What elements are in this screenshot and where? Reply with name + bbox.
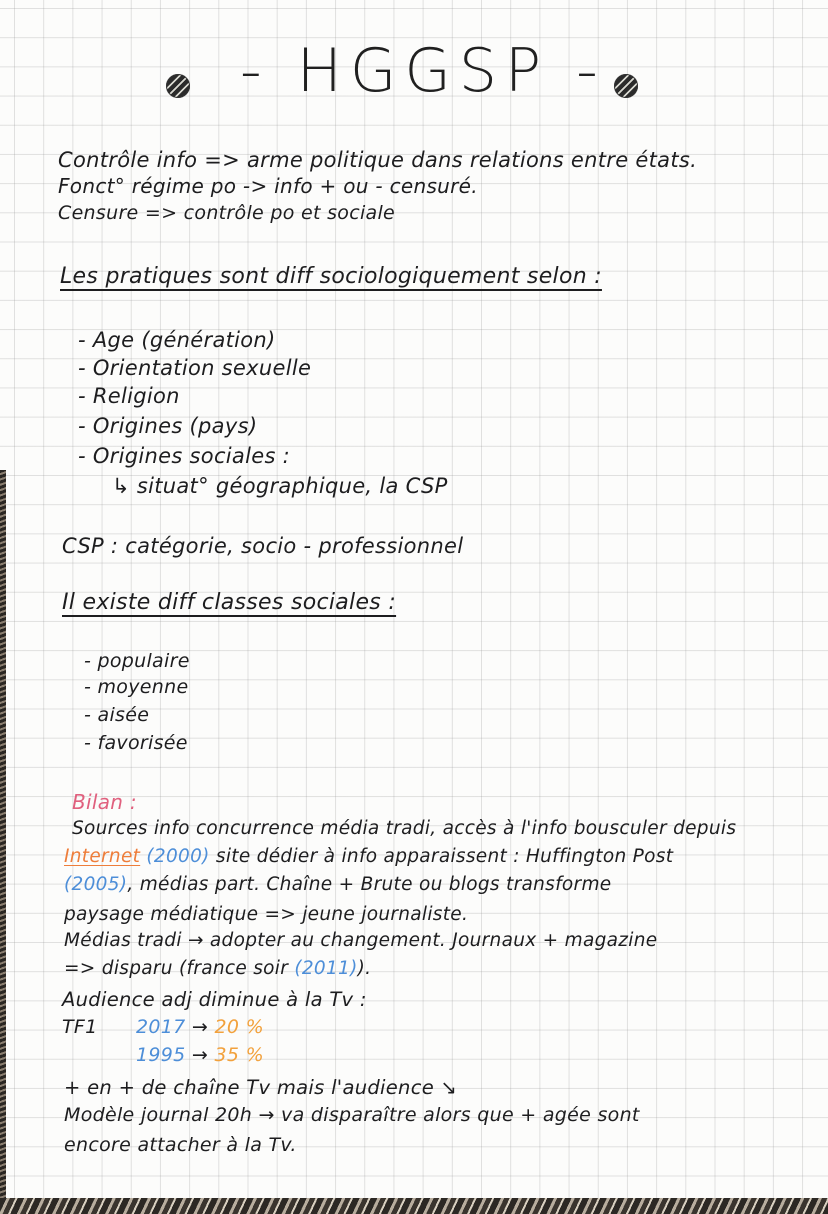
- bilan-line-8: + en + de chaîne Tv mais l'audience ↘: [64, 1076, 458, 1099]
- arrow-right-icon: →: [191, 1044, 209, 1066]
- notebook-edge-pattern: [0, 470, 6, 1214]
- intro-line-1: Contrôle info => arme politique dans relations entre états.: [58, 148, 698, 172]
- list-item: - favorisée: [84, 732, 188, 754]
- tf1-year: 1995: [136, 1044, 186, 1066]
- section-heading-pratiques: Les pratiques sont diff sociologiquement selon :: [60, 264, 602, 289]
- list-item: - Origines (pays): [78, 414, 258, 438]
- year-2005: (2005): [64, 874, 128, 895]
- bilan-line-2-text: site dédier à info apparaissent : Huffington Post: [215, 846, 674, 867]
- intro-line-2: Fonct° régime po -> info + ou - censuré.: [58, 174, 478, 198]
- striped-dot-icon: [614, 74, 638, 98]
- list-item: - Orientation sexuelle: [78, 356, 312, 380]
- bilan-line-5: Médias tradi → adopter au changement. Journaux + magazine: [64, 930, 658, 951]
- tf1-value: 20 %: [214, 1016, 264, 1038]
- list-item: - Age (génération): [78, 328, 276, 352]
- bilan-line-9: Modèle journal 20h → va disparaître alors que + agée sont: [64, 1104, 640, 1126]
- bilan-line-10: encore attacher à la Tv.: [64, 1134, 297, 1156]
- bilan-line-2: [64, 846, 673, 867]
- bilan-label: Bilan :: [72, 790, 137, 814]
- background-fabric-strip: [0, 1198, 828, 1214]
- bilan-line-1: Sources info concurrence média tradi, accès à l'info bousculer depuis: [72, 818, 737, 839]
- list-item: - Religion: [78, 384, 180, 408]
- tf1-value: 35 %: [214, 1044, 264, 1066]
- tf1-label: TF1: [62, 1016, 98, 1038]
- bilan-line-6: [64, 958, 371, 979]
- tf1-year: 2017: [136, 1016, 186, 1038]
- list-item: - Origines sociales :: [78, 444, 291, 468]
- page-title: - HGGSP -: [240, 36, 606, 106]
- list-item: - populaire: [84, 650, 190, 672]
- striped-dot-icon: [166, 74, 190, 98]
- bilan-line-6-text: => disparu (france soir: [64, 958, 289, 979]
- tf1-row: [136, 1044, 264, 1066]
- arrow-right-icon: →: [191, 1016, 209, 1038]
- intro-line-3: Censure => contrôle po et sociale: [58, 202, 396, 224]
- bilan-line-6-end: ).: [357, 958, 372, 979]
- csp-definition: CSP : catégorie, socio - professionnel: [62, 534, 464, 558]
- bilan-line-3-text: , médias part. Chaîne + Brute ou blogs transforme: [127, 874, 612, 895]
- bilan-line-3: [64, 874, 611, 895]
- list-item: - aisée: [84, 704, 150, 726]
- list-item: - moyenne: [84, 676, 189, 698]
- bilan-line-4: paysage médiatique => jeune journaliste.: [64, 904, 469, 925]
- year-2000: (2000): [146, 846, 210, 867]
- section-heading-classes: Il existe diff classes sociales :: [62, 590, 397, 615]
- tf1-row: [136, 1016, 264, 1038]
- bilan-line-7: Audience adj diminue à la Tv :: [62, 988, 367, 1011]
- list-subitem: ↳ situat° géographique, la CSP: [112, 474, 448, 498]
- internet-highlight: Internet: [64, 846, 141, 867]
- year-2011: (2011): [294, 958, 358, 979]
